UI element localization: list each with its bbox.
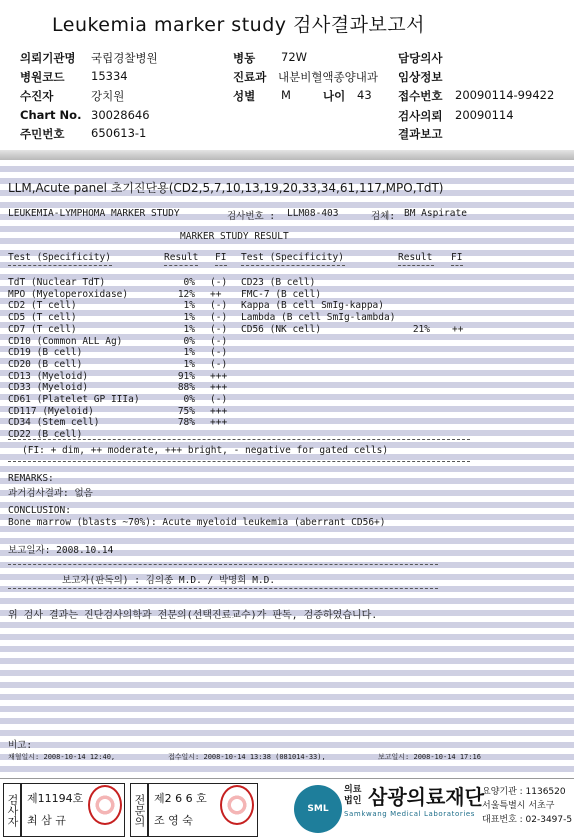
marker-result: 1% bbox=[183, 323, 195, 335]
column-fi-right: FI bbox=[451, 252, 463, 263]
marker-result: 12% bbox=[177, 288, 195, 300]
marker-fi: (-) bbox=[210, 335, 228, 347]
marker-name: Kappa (B cell SmIg-kappa) bbox=[241, 300, 384, 312]
header-separator bbox=[0, 150, 574, 160]
marker-result: 21% bbox=[412, 323, 430, 335]
marker-fi: (-) bbox=[210, 358, 228, 370]
marker-name: MPO (Myeloperoxidase) bbox=[8, 288, 129, 300]
sml-logo-icon: SML bbox=[294, 785, 342, 833]
field-label: 검사의뢰 bbox=[398, 109, 443, 123]
marker-name: CD13 (Myeloid) bbox=[8, 370, 89, 382]
marker-name: CD33 (Myeloid) bbox=[8, 382, 89, 394]
field-value: 국립경찰병원 bbox=[91, 51, 158, 65]
conclusion-label: CONCLUSION: bbox=[8, 505, 71, 516]
org-name: 삼광의료재단 bbox=[368, 785, 484, 809]
bigo-label: 비고: bbox=[8, 740, 33, 751]
specialist-license: 제2 6 6 호 bbox=[154, 792, 207, 805]
marker-name: CD10 (Common ALL Ag) bbox=[8, 335, 123, 347]
received-time: 접수일시: 2008-10-14 13:38 (081014-33), bbox=[168, 753, 326, 761]
divider bbox=[8, 564, 438, 565]
report-sheet bbox=[0, 160, 574, 778]
field-value: 20090114 bbox=[455, 108, 514, 122]
org-code: 요양기관 : 1136520 bbox=[482, 787, 566, 797]
fi-legend: (FI: + dim, ++ moderate, +++ bright, - negative for gated cells) bbox=[22, 445, 389, 456]
field-value: 650613-1 bbox=[91, 126, 147, 140]
examiner-label: 검사자 bbox=[3, 783, 21, 837]
marker-result: 1% bbox=[183, 358, 195, 370]
field-value: 72W bbox=[281, 50, 308, 64]
field-label: 수진자 bbox=[20, 89, 54, 103]
field-label: 결과보고 bbox=[398, 127, 443, 141]
field-label: 임상정보 bbox=[398, 70, 443, 84]
exam-number: LLM08-403 bbox=[287, 208, 339, 219]
collected-time: 채혈일시: 2008-10-14 12:40, bbox=[8, 753, 116, 761]
table-row bbox=[0, 289, 574, 301]
remarks-text: 과거검사결과: 없음 bbox=[8, 488, 93, 499]
underline bbox=[164, 265, 198, 266]
marker-fi: (-) bbox=[210, 277, 228, 288]
org-prefix: 의료 법인 bbox=[344, 785, 362, 806]
panel-title: LLM,Acute panel 초기진단용(CD2,5,7,10,13,19,20,33,34,61,117,MPO,TdT) bbox=[8, 181, 444, 195]
field-label: 의뢰기관명 bbox=[20, 51, 76, 65]
divider bbox=[8, 461, 470, 462]
field-label: 성별 bbox=[233, 89, 256, 103]
field-value: 강치원 bbox=[91, 89, 125, 103]
exam-number-label: 검사번호 : bbox=[227, 211, 276, 222]
marker-name: CD117 (Myeloid) bbox=[8, 405, 94, 417]
examiner-license: 제11194호 bbox=[27, 792, 84, 805]
marker-result: 1% bbox=[183, 347, 195, 359]
study-name: LEUKEMIA-LYMPHOMA MARKER STUDY bbox=[8, 208, 180, 219]
conclusion-text: Bone marrow (blasts ~70%): Acute myeloid leukemia (aberrant CD56+) bbox=[8, 517, 386, 528]
marker-result: 1% bbox=[183, 312, 195, 324]
marker-fi: +++ bbox=[210, 405, 228, 417]
marker-name: CD20 (B cell) bbox=[8, 358, 83, 370]
page-title: Leukemia marker study 검사결과보고서 bbox=[52, 14, 426, 36]
table-row bbox=[0, 324, 574, 336]
report-date: 보고일자: 2008.10.14 bbox=[8, 545, 114, 556]
marker-result: 0% bbox=[183, 394, 195, 405]
reported-time: 보고일시: 2008-10-14 17:16 bbox=[378, 753, 481, 761]
field-label: Chart No. bbox=[20, 108, 82, 122]
specialist-name: 조 영 숙 bbox=[154, 814, 193, 827]
specimen: BM Aspirate bbox=[404, 208, 467, 219]
column-test-right: Test (Specificity) bbox=[241, 252, 344, 263]
marker-fi: (-) bbox=[210, 312, 228, 324]
marker-result: 0% bbox=[183, 335, 195, 347]
underline bbox=[398, 265, 434, 266]
marker-name: FMC-7 (B cell) bbox=[241, 288, 322, 300]
divider bbox=[8, 439, 470, 440]
table-row bbox=[0, 382, 574, 394]
marker-name: CD61 (Platelet GP IIIa) bbox=[8, 394, 140, 405]
underline bbox=[8, 265, 112, 266]
marker-name: CD22 (B cell) bbox=[8, 429, 83, 441]
marker-name: CD56 (NK cell) bbox=[241, 323, 322, 335]
table-row bbox=[0, 394, 574, 406]
marker-result: 78% bbox=[177, 417, 195, 429]
marker-fi: ++ bbox=[210, 288, 222, 300]
table-row bbox=[0, 406, 574, 418]
org-phone: 대표번호 : 02-3497-5 bbox=[482, 815, 573, 825]
marker-result: 91% bbox=[177, 370, 195, 382]
table-row bbox=[0, 336, 574, 348]
field-value: 43 bbox=[357, 88, 372, 102]
marker-name: TdT (Nuclear TdT) bbox=[8, 277, 106, 288]
marker-name: CD34 (Stem cell) bbox=[8, 417, 100, 429]
marker-name: CD2 (T cell) bbox=[8, 300, 77, 312]
marker-name: CD7 (T cell) bbox=[8, 323, 77, 335]
marker-fi: +++ bbox=[210, 382, 228, 394]
column-result-left: Result bbox=[164, 252, 199, 263]
field-value: 30028646 bbox=[91, 108, 150, 122]
underline bbox=[451, 265, 463, 266]
marker-result: 88% bbox=[177, 382, 195, 394]
table-row bbox=[0, 417, 574, 429]
field-value: M bbox=[281, 88, 291, 102]
table-row bbox=[0, 371, 574, 383]
field-label: 접수번호 bbox=[398, 89, 443, 103]
specialist-label: 전문의 bbox=[130, 783, 148, 837]
marker-fi: (-) bbox=[210, 323, 228, 335]
marker-result: 0% bbox=[183, 277, 195, 288]
column-test-left: Test (Specificity) bbox=[8, 252, 111, 263]
reporter: 보고자(판독의) : 김의종 M.D. / 박명희 M.D. bbox=[62, 575, 276, 586]
column-fi-left: FI bbox=[215, 252, 227, 263]
field-label: 담당의사 bbox=[398, 51, 443, 65]
marker-result: 1% bbox=[183, 300, 195, 312]
org-name-en: Samkwang Medical Laboratories bbox=[344, 810, 476, 818]
marker-result: 75% bbox=[177, 405, 195, 417]
column-result-right: Result bbox=[398, 252, 433, 263]
marker-fi: (-) bbox=[210, 300, 228, 312]
underline bbox=[215, 265, 227, 266]
marker-fi: (-) bbox=[210, 394, 228, 405]
field-label: 병원코드 bbox=[20, 70, 65, 84]
field-value: 15334 bbox=[91, 69, 128, 83]
field-label: 나이 bbox=[323, 89, 346, 103]
marker-fi: (-) bbox=[210, 347, 228, 359]
specimen-label: 검체: bbox=[371, 211, 396, 222]
field-label: 주민번호 bbox=[20, 127, 65, 141]
table-row bbox=[0, 300, 574, 312]
footer bbox=[0, 778, 574, 838]
table-row bbox=[0, 347, 574, 359]
marker-name: Lambda (B cell SmIg-lambda) bbox=[241, 312, 396, 324]
field-value: 20090114-99422 bbox=[455, 88, 555, 102]
org-address: 서울특별시 서초구 bbox=[482, 801, 555, 811]
marker-fi: ++ bbox=[452, 323, 464, 335]
field-value: 내분비혈액종양내과 bbox=[278, 70, 378, 84]
underline bbox=[241, 265, 345, 266]
specialist-seal-icon bbox=[220, 785, 254, 825]
field-label: 병동 bbox=[233, 51, 256, 65]
examiner-name: 최 삼 규 bbox=[27, 814, 66, 827]
table-row bbox=[0, 312, 574, 324]
table-row bbox=[0, 359, 574, 371]
verification-note: 위 검사 결과는 진단검사의학과 전문의(선택진료교수)가 판독, 검증하였습니다. bbox=[8, 610, 378, 621]
remarks-label: REMARKS: bbox=[8, 473, 54, 484]
marker-fi: +++ bbox=[210, 417, 228, 429]
field-label: 진료과 bbox=[233, 70, 267, 84]
marker-name: CD5 (T cell) bbox=[8, 312, 77, 324]
table-row bbox=[0, 277, 574, 289]
divider bbox=[8, 588, 438, 589]
result-heading: MARKER STUDY RESULT bbox=[180, 231, 289, 242]
marker-fi: +++ bbox=[210, 370, 228, 382]
marker-name: CD19 (B cell) bbox=[8, 347, 83, 359]
examiner-seal-icon bbox=[88, 785, 122, 825]
marker-name: CD23 (B cell) bbox=[241, 277, 316, 288]
